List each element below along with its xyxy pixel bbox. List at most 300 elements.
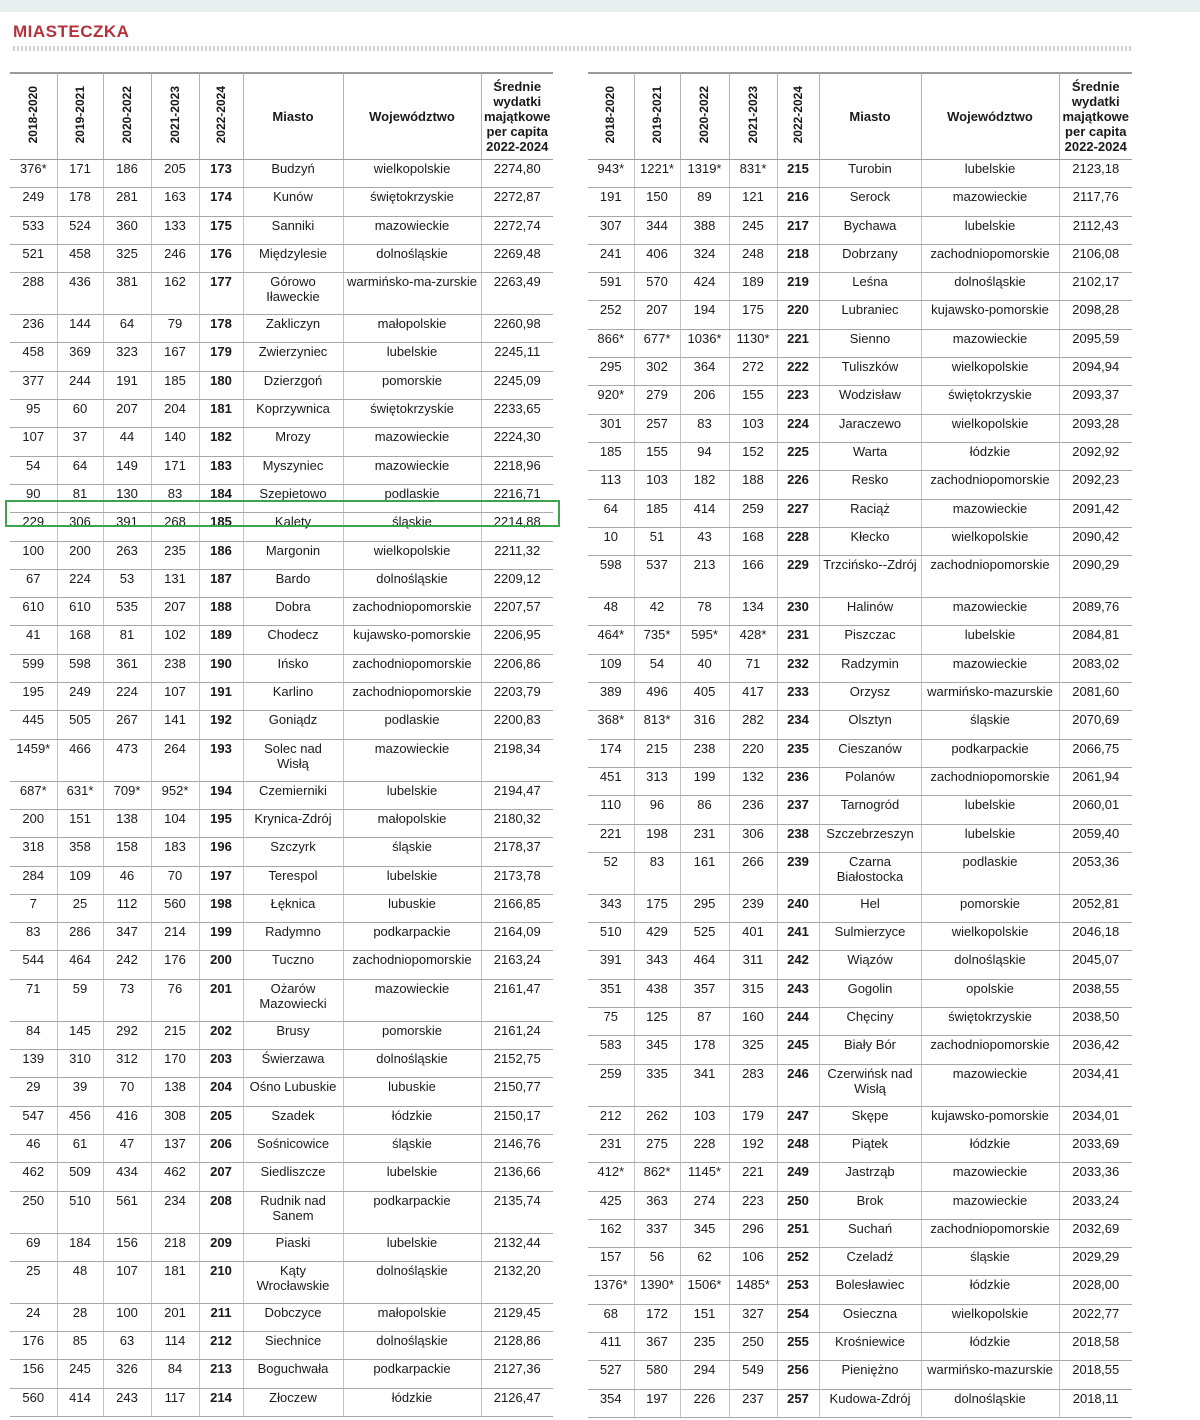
rank-2018-2020: 107 — [10, 428, 57, 456]
rank-2018-2020: 95 — [10, 400, 57, 428]
rank-2022-2024: 173 — [199, 160, 243, 188]
prov-cell: lubelskie — [921, 160, 1059, 188]
rank-2020-2022: 86 — [680, 796, 729, 824]
city-cell: Suchań — [819, 1219, 921, 1247]
city-cell: Piaski — [243, 1233, 343, 1261]
city-cell: Bardo — [243, 569, 343, 597]
rank-2018-2020: 451 — [588, 767, 634, 795]
prov-cell: dolnośląskie — [343, 569, 481, 597]
rank-2020-2022: 424 — [680, 273, 729, 301]
value-cell: 2084,81 — [1059, 626, 1132, 654]
rank-2019-2021: 466 — [57, 739, 103, 781]
city-cell: Ośno Lubuskie — [243, 1078, 343, 1106]
rank-2019-2021: 103 — [634, 471, 680, 499]
rank-2021-2023: 239 — [729, 894, 777, 922]
rank-2018-2020: 920* — [588, 386, 634, 414]
table-row — [588, 1332, 1132, 1360]
prov-cell: mazowieckie — [921, 598, 1059, 626]
rank-2022-2024: 199 — [199, 923, 243, 951]
rank-2018-2020: 599 — [10, 654, 57, 682]
rank-2021-2023: 207 — [151, 598, 199, 626]
rank-2021-2023: 188 — [729, 471, 777, 499]
value-cell: 2038,50 — [1059, 1008, 1132, 1036]
value-cell: 2173,78 — [481, 866, 553, 894]
rank-2019-2021: 367 — [634, 1332, 680, 1360]
prov-cell: łódzkie — [343, 1106, 481, 1134]
rank-2020-2022: 1036* — [680, 329, 729, 357]
rank-2022-2024: 247 — [777, 1106, 819, 1134]
rank-2019-2021: 262 — [634, 1106, 680, 1134]
rank-2019-2021: 144 — [57, 315, 103, 343]
rank-2018-2020: 943* — [588, 160, 634, 188]
value-cell: 2166,85 — [481, 894, 553, 922]
rank-2021-2023: 131 — [151, 569, 199, 597]
prov-cell: kujawsko-pomorskie — [921, 1106, 1059, 1134]
prov-cell: dolnośląskie — [343, 1332, 481, 1360]
rank-2018-2020: 412* — [588, 1163, 634, 1191]
rank-2021-2023: 162 — [151, 273, 199, 315]
rank-2018-2020: 174 — [588, 739, 634, 767]
rank-2019-2021: 275 — [634, 1134, 680, 1162]
rank-2018-2020: 29 — [10, 1078, 57, 1106]
rank-2018-2020: 75 — [588, 1008, 634, 1036]
rank-2022-2024: 255 — [777, 1332, 819, 1360]
table-row — [588, 979, 1132, 1007]
rank-2019-2021: 343 — [634, 951, 680, 979]
rank-2021-2023: 417 — [729, 683, 777, 711]
rank-2021-2023: 163 — [151, 188, 199, 216]
value-cell: 2094,94 — [1059, 358, 1132, 386]
rank-2018-2020: 307 — [588, 216, 634, 244]
rank-2019-2021: 215 — [634, 739, 680, 767]
rank-2019-2021: 60 — [57, 400, 103, 428]
city-cell: Zwierzyniec — [243, 343, 343, 371]
rank-2020-2022: 561 — [103, 1191, 151, 1233]
table-row — [10, 1021, 553, 1049]
rank-2020-2022: 81 — [103, 626, 151, 654]
city-cell: Hel — [819, 894, 921, 922]
rank-2020-2022: 263 — [103, 541, 151, 569]
rank-2021-2023: 248 — [729, 244, 777, 272]
rank-2019-2021: 631* — [57, 781, 103, 809]
city-cell: Ożarów Mazowiecki — [243, 979, 343, 1021]
rank-2022-2024: 181 — [199, 400, 243, 428]
rank-2019-2021: 125 — [634, 1008, 680, 1036]
rank-2018-2020: 521 — [10, 244, 57, 272]
rank-2022-2024: 219 — [777, 273, 819, 301]
rank-2018-2020: 69 — [10, 1233, 57, 1261]
city-cell: Trzcińsko--Zdrój — [819, 556, 921, 598]
rank-2020-2022: 464 — [680, 951, 729, 979]
rank-2019-2021: 505 — [57, 711, 103, 739]
rank-2020-2022: 213 — [680, 556, 729, 598]
rank-2021-2023: 71 — [729, 654, 777, 682]
rank-2022-2024: 186 — [199, 541, 243, 569]
rank-2020-2022: 295 — [680, 894, 729, 922]
city-cell: Gogolin — [819, 979, 921, 1007]
rank-2020-2022: 103 — [680, 1106, 729, 1134]
prov-cell: podkarpackie — [343, 1191, 481, 1233]
rank-2022-2024: 223 — [777, 386, 819, 414]
rank-2020-2022: 414 — [680, 499, 729, 527]
prov-cell: mazowieckie — [921, 1163, 1059, 1191]
rank-2021-2023: 181 — [151, 1261, 199, 1303]
value-cell: 2036,42 — [1059, 1036, 1132, 1064]
rank-2022-2024: 222 — [777, 358, 819, 386]
city-cell: Złoczew — [243, 1388, 343, 1416]
value-cell: 2126,47 — [481, 1388, 553, 1416]
rank-2018-2020: 109 — [588, 654, 634, 682]
value-cell: 2059,40 — [1059, 824, 1132, 852]
rank-2021-2023: 160 — [729, 1008, 777, 1036]
rank-2022-2024: 192 — [199, 711, 243, 739]
rank-2019-2021: 171 — [57, 160, 103, 188]
table-row — [588, 527, 1132, 555]
table-row — [588, 1304, 1132, 1332]
rank-2019-2021: 570 — [634, 273, 680, 301]
rank-2018-2020: 212 — [588, 1106, 634, 1134]
rank-2021-2023: 189 — [729, 273, 777, 301]
rank-2021-2023: 204 — [151, 400, 199, 428]
rank-2022-2024: 187 — [199, 569, 243, 597]
value-cell: 2034,41 — [1059, 1064, 1132, 1106]
value-cell: 2106,08 — [1059, 244, 1132, 272]
table-row — [10, 838, 553, 866]
value-cell: 2129,45 — [481, 1303, 553, 1331]
value-cell: 2034,01 — [1059, 1106, 1132, 1134]
city-cell: Solec nad Wisłą — [243, 739, 343, 781]
rank-2021-2023: 560 — [151, 894, 199, 922]
rank-2018-2020: 687* — [10, 781, 57, 809]
rank-2020-2022: 161 — [680, 852, 729, 894]
table-row — [10, 739, 553, 781]
table-row — [10, 1388, 553, 1416]
rank-2018-2020: 284 — [10, 866, 57, 894]
rank-2019-2021: 245 — [57, 1360, 103, 1388]
rank-2018-2020: 68 — [588, 1304, 634, 1332]
city-cell: Kudowa-Zdrój — [819, 1389, 921, 1417]
city-cell: Dobrzany — [819, 244, 921, 272]
rank-2020-2022: 388 — [680, 216, 729, 244]
table-row — [10, 1078, 553, 1106]
col-header-2019-2021: 2019-2021 — [57, 73, 103, 160]
rank-2019-2021: 458 — [57, 244, 103, 272]
rank-2022-2024: 238 — [777, 824, 819, 852]
rank-2018-2020: 54 — [10, 456, 57, 484]
city-cell: Terespol — [243, 866, 343, 894]
prov-cell: wielkopolskie — [921, 414, 1059, 442]
table-row — [10, 654, 553, 682]
rank-2019-2021: 224 — [57, 569, 103, 597]
rank-2019-2021: 61 — [57, 1134, 103, 1162]
rank-2018-2020: 139 — [10, 1050, 57, 1078]
rank-2020-2022: 316 — [680, 711, 729, 739]
prov-cell: zachodniopomorskie — [921, 1036, 1059, 1064]
prov-cell: podkarpackie — [343, 923, 481, 951]
rank-2020-2022: 1145* — [680, 1163, 729, 1191]
value-cell: 2095,59 — [1059, 329, 1132, 357]
rank-2021-2023: 79 — [151, 315, 199, 343]
rank-2020-2022: 226 — [680, 1389, 729, 1417]
rank-2018-2020: 249 — [10, 188, 57, 216]
rank-2021-2023: 83 — [151, 484, 199, 512]
title-rule — [13, 46, 1133, 51]
rank-2021-2023: 171 — [151, 456, 199, 484]
prov-cell: dolnośląskie — [343, 244, 481, 272]
rank-2018-2020: 67 — [10, 569, 57, 597]
rank-2019-2021: 56 — [634, 1248, 680, 1276]
value-cell: 2018,11 — [1059, 1389, 1132, 1417]
value-cell: 2163,24 — [481, 951, 553, 979]
value-cell: 2178,37 — [481, 838, 553, 866]
rank-2019-2021: 54 — [634, 654, 680, 682]
rank-2021-2023: 168 — [729, 527, 777, 555]
rank-2022-2024: 200 — [199, 951, 243, 979]
prov-cell: dolnośląskie — [921, 951, 1059, 979]
prov-cell: łódzkie — [343, 1388, 481, 1416]
value-cell: 2216,71 — [481, 484, 553, 512]
city-cell: Piątek — [819, 1134, 921, 1162]
rank-2021-2023: 183 — [151, 838, 199, 866]
city-cell: Kunów — [243, 188, 343, 216]
rank-2019-2021: 197 — [634, 1389, 680, 1417]
col-header-city: Miasto — [819, 73, 921, 160]
rank-2018-2020: 354 — [588, 1389, 634, 1417]
table-row — [10, 1261, 553, 1303]
rank-2019-2021: 363 — [634, 1191, 680, 1219]
prov-cell: zachodniopomorskie — [343, 654, 481, 682]
prov-cell: łódzkie — [921, 1276, 1059, 1304]
rank-2019-2021: 200 — [57, 541, 103, 569]
table-row — [588, 598, 1132, 626]
table-row — [10, 1360, 553, 1388]
rank-2018-2020: 458 — [10, 343, 57, 371]
rank-2018-2020: 157 — [588, 1248, 634, 1276]
rank-2019-2021: 862* — [634, 1163, 680, 1191]
city-cell: Brusy — [243, 1021, 343, 1049]
rank-2022-2024: 249 — [777, 1163, 819, 1191]
value-cell: 2274,80 — [481, 160, 553, 188]
rank-2020-2022: 324 — [680, 244, 729, 272]
prov-cell: świętokrzyskie — [343, 188, 481, 216]
city-cell: Goniądz — [243, 711, 343, 739]
rank-2020-2022: 87 — [680, 1008, 729, 1036]
rank-2018-2020: 229 — [10, 513, 57, 541]
table-row — [10, 1134, 553, 1162]
value-cell: 2263,49 — [481, 273, 553, 315]
table-row — [10, 866, 553, 894]
table-row — [10, 979, 553, 1021]
col-header-city: Miasto — [243, 73, 343, 160]
rank-2022-2024: 202 — [199, 1021, 243, 1049]
rank-2021-2023: 315 — [729, 979, 777, 1007]
value-cell: 2093,28 — [1059, 414, 1132, 442]
rank-2020-2022: 341 — [680, 1064, 729, 1106]
rank-2018-2020: 377 — [10, 371, 57, 399]
table-row — [588, 244, 1132, 272]
rank-2022-2024: 230 — [777, 598, 819, 626]
rank-2021-2023: 121 — [729, 188, 777, 216]
prov-cell: świętokrzyskie — [343, 400, 481, 428]
rank-2019-2021: 28 — [57, 1303, 103, 1331]
value-cell: 2033,24 — [1059, 1191, 1132, 1219]
prov-cell: wielkopolskie — [921, 358, 1059, 386]
rank-2018-2020: 462 — [10, 1163, 57, 1191]
value-cell: 2132,20 — [481, 1261, 553, 1303]
table-row — [10, 951, 553, 979]
rank-2019-2021: 279 — [634, 386, 680, 414]
rank-2022-2024: 220 — [777, 301, 819, 329]
rank-2022-2024: 228 — [777, 527, 819, 555]
rank-2019-2021: 510 — [57, 1191, 103, 1233]
rank-2022-2024: 243 — [777, 979, 819, 1007]
city-cell: Dobra — [243, 598, 343, 626]
rank-2019-2021: 185 — [634, 499, 680, 527]
rank-2019-2021: 524 — [57, 216, 103, 244]
value-cell: 2098,28 — [1059, 301, 1132, 329]
city-cell: Pieniężno — [819, 1361, 921, 1389]
rank-2021-2023: 141 — [151, 711, 199, 739]
col-header-2022-2024: 2022-2024 — [777, 73, 819, 160]
rank-2018-2020: 252 — [588, 301, 634, 329]
prov-cell: wielkopolskie — [921, 1304, 1059, 1332]
value-cell: 2150,17 — [481, 1106, 553, 1134]
rank-2022-2024: 245 — [777, 1036, 819, 1064]
rank-2020-2022: 62 — [680, 1248, 729, 1276]
value-cell: 2211,32 — [481, 541, 553, 569]
rank-2018-2020: 156 — [10, 1360, 57, 1388]
rank-2022-2024: 216 — [777, 188, 819, 216]
city-cell: Szczebrzeszyn — [819, 824, 921, 852]
table-row — [10, 1050, 553, 1078]
rank-2019-2021: 175 — [634, 894, 680, 922]
rank-2020-2022: 130 — [103, 484, 151, 512]
value-cell: 2194,47 — [481, 781, 553, 809]
rank-2021-2023: 140 — [151, 428, 199, 456]
rank-2021-2023: 237 — [729, 1389, 777, 1417]
rank-2022-2024: 212 — [199, 1332, 243, 1360]
rank-2021-2023: 205 — [151, 160, 199, 188]
rank-2021-2023: 245 — [729, 216, 777, 244]
table-row — [588, 358, 1132, 386]
rank-2019-2021: 244 — [57, 371, 103, 399]
city-cell: Krynica-Zdrój — [243, 809, 343, 837]
rank-2019-2021: 178 — [57, 188, 103, 216]
rank-2022-2024: 235 — [777, 739, 819, 767]
rank-2022-2024: 197 — [199, 866, 243, 894]
value-cell: 2152,75 — [481, 1050, 553, 1078]
value-cell: 2045,07 — [1059, 951, 1132, 979]
rank-2019-2021: 677* — [634, 329, 680, 357]
table-row — [588, 188, 1132, 216]
rank-2018-2020: 547 — [10, 1106, 57, 1134]
rank-2019-2021: 51 — [634, 527, 680, 555]
rank-2019-2021: 344 — [634, 216, 680, 244]
rank-2019-2021: 155 — [634, 442, 680, 470]
rank-2018-2020: 113 — [588, 471, 634, 499]
rank-2021-2023: 308 — [151, 1106, 199, 1134]
rank-2019-2021: 64 — [57, 456, 103, 484]
city-cell: Łęknica — [243, 894, 343, 922]
table-row — [588, 216, 1132, 244]
prov-cell: mazowieckie — [343, 456, 481, 484]
prov-cell: łódzkie — [921, 1134, 1059, 1162]
rank-2018-2020: 231 — [588, 1134, 634, 1162]
table-row — [588, 1191, 1132, 1219]
table-row — [10, 1191, 553, 1233]
value-cell: 2128,86 — [481, 1332, 553, 1360]
col-header-2018-2020: 2018-2020 — [10, 73, 57, 160]
table-row — [10, 1332, 553, 1360]
rank-2020-2022: 595* — [680, 626, 729, 654]
rank-2018-2020: 411 — [588, 1332, 634, 1360]
rank-2021-2023: 268 — [151, 513, 199, 541]
table-row — [588, 1106, 1132, 1134]
rank-2021-2023: 102 — [151, 626, 199, 654]
city-cell: Górowo Iławeckie — [243, 273, 343, 315]
table-row — [588, 894, 1132, 922]
city-cell: Ińsko — [243, 654, 343, 682]
rank-2020-2022: 149 — [103, 456, 151, 484]
rank-2022-2024: 250 — [777, 1191, 819, 1219]
city-cell: Tuczno — [243, 951, 343, 979]
value-cell: 2136,66 — [481, 1163, 553, 1191]
table-row — [10, 188, 553, 216]
col-header-value: Średnie wydatki majątkowe per capita 2022-2024 — [481, 73, 553, 160]
table-row — [10, 513, 553, 541]
rank-2020-2022: 434 — [103, 1163, 151, 1191]
rank-2022-2024: 240 — [777, 894, 819, 922]
prov-cell: zachodniopomorskie — [343, 598, 481, 626]
prov-cell: mazowieckie — [921, 499, 1059, 527]
table-row — [10, 244, 553, 272]
rank-2022-2024: 179 — [199, 343, 243, 371]
rank-2022-2024: 193 — [199, 739, 243, 781]
rank-2022-2024: 237 — [777, 796, 819, 824]
rank-2018-2020: 71 — [10, 979, 57, 1021]
rank-2022-2024: 196 — [199, 838, 243, 866]
value-cell: 2224,30 — [481, 428, 553, 456]
value-cell: 2209,12 — [481, 569, 553, 597]
city-cell: Dzierzgoń — [243, 371, 343, 399]
table-row — [10, 343, 553, 371]
city-cell: Orzysz — [819, 683, 921, 711]
city-cell: Siedliszcze — [243, 1163, 343, 1191]
rank-2022-2024: 215 — [777, 160, 819, 188]
prov-cell: śląskie — [343, 838, 481, 866]
prov-cell: zachodniopomorskie — [921, 244, 1059, 272]
city-cell: Resko — [819, 471, 921, 499]
rank-2020-2022: 89 — [680, 188, 729, 216]
rank-2019-2021: 39 — [57, 1078, 103, 1106]
rank-2019-2021: 358 — [57, 838, 103, 866]
rank-2020-2022: 40 — [680, 654, 729, 682]
table-row — [588, 1064, 1132, 1106]
table-row — [588, 160, 1132, 188]
table-row — [588, 499, 1132, 527]
table-row — [10, 428, 553, 456]
rank-2020-2022: 267 — [103, 711, 151, 739]
rank-2022-2024: 201 — [199, 979, 243, 1021]
rank-2022-2024: 208 — [199, 1191, 243, 1233]
city-cell: Tarnogród — [819, 796, 921, 824]
rank-2019-2021: 207 — [634, 301, 680, 329]
rank-2018-2020: 250 — [10, 1191, 57, 1233]
table-row — [588, 1163, 1132, 1191]
value-cell: 2146,76 — [481, 1134, 553, 1162]
rank-2022-2024: 203 — [199, 1050, 243, 1078]
prov-cell: podlaskie — [343, 711, 481, 739]
